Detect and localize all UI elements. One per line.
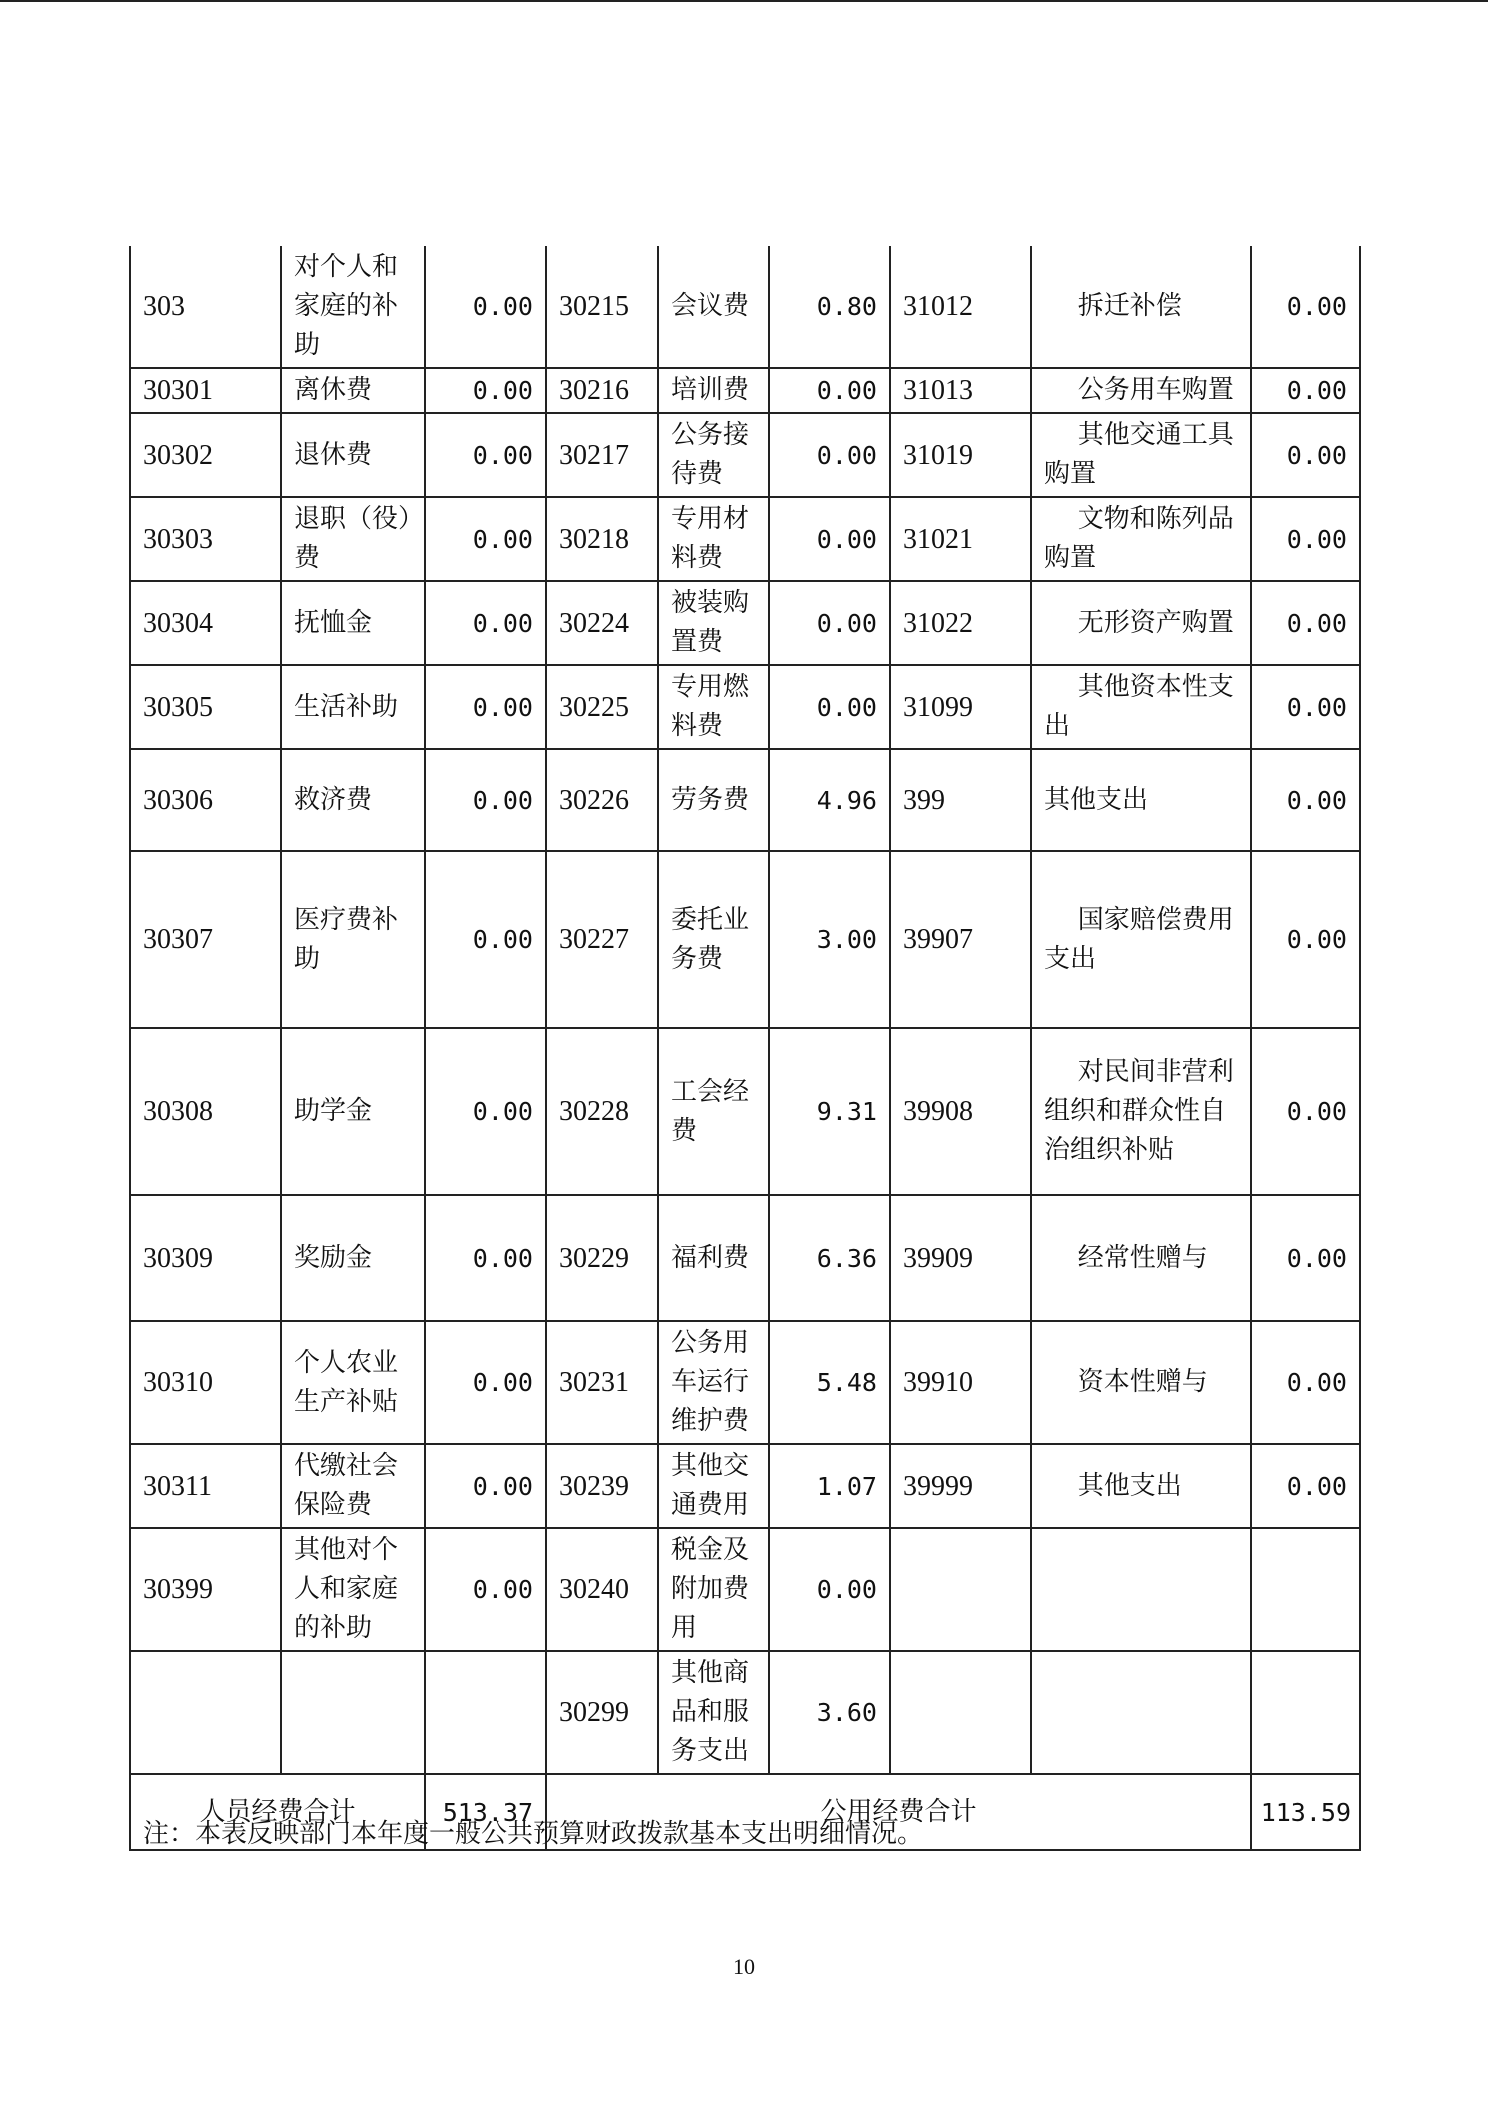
cell-name3: 其他支出: [1031, 749, 1251, 851]
cell-code2: 30228: [546, 1028, 658, 1195]
cell-code1: 30310: [130, 1321, 281, 1444]
table-row: [130, 749, 1360, 851]
cell-name2: 其他交通费用: [658, 1444, 769, 1528]
cell-value2: 0.00: [769, 497, 890, 581]
cell-code2: 30229: [546, 1195, 658, 1321]
cell-name3: 公务用车购置: [1031, 368, 1251, 413]
cell-value3: 0.00: [1251, 749, 1360, 851]
cell-name1: 对个人和家庭的补助: [281, 246, 425, 368]
cell-name1: 救济费: [281, 749, 425, 851]
cell-value2: 3.60: [769, 1651, 890, 1774]
cell-value1: 0.00: [425, 413, 546, 497]
cell-name3: 无形资产购置: [1031, 581, 1251, 665]
cell-value3: [1251, 1528, 1360, 1651]
cell-code1: [130, 1651, 281, 1774]
cell-code3: 399: [890, 749, 1031, 851]
cell-code1: 30399: [130, 1528, 281, 1651]
cell-code3: [890, 1651, 1031, 1774]
cell-code2: 30225: [546, 665, 658, 749]
cell-value1: 0.00: [425, 497, 546, 581]
cell-code2: 30216: [546, 368, 658, 413]
cell-code3: 31021: [890, 497, 1031, 581]
table-row: [130, 1195, 1360, 1321]
cell-code3: 31022: [890, 581, 1031, 665]
cell-code2: 30227: [546, 851, 658, 1028]
cell-name2: 专用材料费: [658, 497, 769, 581]
cell-value3: 0.00: [1251, 1444, 1360, 1528]
cell-name2: 培训费: [658, 368, 769, 413]
cell-code2: 30231: [546, 1321, 658, 1444]
cell-value1: 0.00: [425, 581, 546, 665]
cell-name2: 会议费: [658, 246, 769, 368]
table-row: [130, 1528, 1360, 1651]
cell-value1: 0.00: [425, 1528, 546, 1651]
table-row: [130, 1321, 1360, 1444]
cell-value1: 0.00: [425, 1028, 546, 1195]
personnel-total-label: 人员经费合计: [130, 1774, 425, 1850]
cell-name2: 被装购置费: [658, 581, 769, 665]
cell-value2: 1.07: [769, 1444, 890, 1528]
cell-value2: 0.00: [769, 1528, 890, 1651]
table-row: [130, 1651, 1360, 1774]
cell-value1: 0.00: [425, 1321, 546, 1444]
cell-name2: 委托业务费: [658, 851, 769, 1028]
cell-value3: 0.00: [1251, 1321, 1360, 1444]
cell-code2: 30217: [546, 413, 658, 497]
cell-code3: 39999: [890, 1444, 1031, 1528]
cell-value1: 0.00: [425, 1195, 546, 1321]
cell-value2: 4.96: [769, 749, 890, 851]
cell-name3: 文物和陈列品购置: [1031, 497, 1251, 581]
cell-name1: 助学金: [281, 1028, 425, 1195]
table-row: [130, 581, 1360, 665]
cell-name1: 个人农业生产补贴: [281, 1321, 425, 1444]
cell-value3: 0.00: [1251, 246, 1360, 368]
cell-code2: 30224: [546, 581, 658, 665]
cell-code3: 31099: [890, 665, 1031, 749]
public-total-value: 113.59: [1251, 1774, 1360, 1850]
cell-name2: 工会经费: [658, 1028, 769, 1195]
cell-name3: 经常性赠与: [1031, 1195, 1251, 1321]
table-row: [130, 497, 1360, 581]
cell-code1: 30311: [130, 1444, 281, 1528]
cell-value3: 0.00: [1251, 1028, 1360, 1195]
cell-value2: 6.36: [769, 1195, 890, 1321]
cell-code2: 30218: [546, 497, 658, 581]
cell-name2: 其他商品和服务支出: [658, 1651, 769, 1774]
cell-value3: 0.00: [1251, 581, 1360, 665]
cell-value3: [1251, 1651, 1360, 1774]
cell-name3: [1031, 1651, 1251, 1774]
cell-name3: 其他支出: [1031, 1444, 1251, 1528]
cell-name1: [281, 1651, 425, 1774]
table-row: [130, 368, 1360, 413]
cell-name3: [1031, 1528, 1251, 1651]
cell-name3: 拆迁补偿: [1031, 246, 1251, 368]
cell-code3: 39909: [890, 1195, 1031, 1321]
table-row: [130, 1444, 1360, 1528]
cell-name3: 对民间非营利组织和群众性自治组织补贴: [1031, 1028, 1251, 1195]
cell-name1: 医疗费补助: [281, 851, 425, 1028]
cell-code1: 30308: [130, 1028, 281, 1195]
cell-code1: 30305: [130, 665, 281, 749]
cell-name1: 代缴社会保险费: [281, 1444, 425, 1528]
cell-name2: 福利费: [658, 1195, 769, 1321]
cell-code3: 39908: [890, 1028, 1031, 1195]
cell-name3: 国家赔偿费用支出: [1031, 851, 1251, 1028]
cell-value1: 0.00: [425, 665, 546, 749]
cell-value3: 0.00: [1251, 413, 1360, 497]
cell-code3: 39910: [890, 1321, 1031, 1444]
cell-name1: 奖励金: [281, 1195, 425, 1321]
cell-code2: 30239: [546, 1444, 658, 1528]
cell-value2: 0.00: [769, 413, 890, 497]
cell-code3: 39907: [890, 851, 1031, 1028]
cell-code3: 31019: [890, 413, 1031, 497]
cell-name2: 劳务费: [658, 749, 769, 851]
cell-name2: 专用燃料费: [658, 665, 769, 749]
cell-code2: 30299: [546, 1651, 658, 1774]
cell-value3: 0.00: [1251, 851, 1360, 1028]
page-top-border: [0, 0, 1488, 2]
table-footnote: 注：本表反映部门本年度一般公共预算财政拨款基本支出明细情况。: [143, 1819, 924, 1849]
cell-name1: 离休费: [281, 368, 425, 413]
table-body: [130, 246, 1360, 1774]
cell-code2: 30240: [546, 1528, 658, 1651]
cell-name2: 税金及附加费用: [658, 1528, 769, 1651]
cell-code1: 30302: [130, 413, 281, 497]
cell-code3: [890, 1528, 1031, 1651]
table-row: [130, 246, 1360, 368]
cell-value1: 0.00: [425, 246, 546, 368]
table-row: [130, 413, 1360, 497]
cell-value2: 3.00: [769, 851, 890, 1028]
cell-name1: 退休费: [281, 413, 425, 497]
cell-code2: 30215: [546, 246, 658, 368]
cell-value3: 0.00: [1251, 368, 1360, 413]
cell-code1: 303: [130, 246, 281, 368]
cell-value3: 0.00: [1251, 665, 1360, 749]
cell-value1: 0.00: [425, 749, 546, 851]
cell-name3: 其他交通工具购置: [1031, 413, 1251, 497]
public-total-label: 公用经费合计: [546, 1774, 1251, 1850]
expenditure-detail-table: [129, 246, 1361, 1851]
table-row: [130, 665, 1360, 749]
cell-name1: 生活补助: [281, 665, 425, 749]
cell-code1: 30307: [130, 851, 281, 1028]
cell-value3: 0.00: [1251, 1195, 1360, 1321]
cell-code1: 30304: [130, 581, 281, 665]
cell-value2: 5.48: [769, 1321, 890, 1444]
table-row: [130, 851, 1360, 1028]
cell-value1: 0.00: [425, 368, 546, 413]
cell-code1: 30303: [130, 497, 281, 581]
cell-code3: 31013: [890, 368, 1031, 413]
cell-value1: 0.00: [425, 1444, 546, 1528]
cell-name1: 其他对个人和家庭的补助: [281, 1528, 425, 1651]
cell-name3: 其他资本性支出: [1031, 665, 1251, 749]
cell-name2: 公务接待费: [658, 413, 769, 497]
cell-code1: 30306: [130, 749, 281, 851]
cell-name1: 退职（役）费: [281, 497, 425, 581]
cell-code1: 30301: [130, 368, 281, 413]
cell-value1: 0.00: [425, 851, 546, 1028]
page-number: 10: [733, 1954, 755, 1979]
cell-value2: 0.00: [769, 581, 890, 665]
cell-value2: 0.80: [769, 246, 890, 368]
cell-value3: 0.00: [1251, 497, 1360, 581]
personnel-total-value: 513.37: [425, 1774, 546, 1850]
cell-value2: 9.31: [769, 1028, 890, 1195]
cell-value1: [425, 1651, 546, 1774]
cell-code2: 30226: [546, 749, 658, 851]
table-row: [130, 1028, 1360, 1195]
cell-code1: 30309: [130, 1195, 281, 1321]
cell-name2: 公务用车运行维护费: [658, 1321, 769, 1444]
cell-code3: 31012: [890, 246, 1031, 368]
cell-name1: 抚恤金: [281, 581, 425, 665]
cell-value2: 0.00: [769, 665, 890, 749]
cell-name3: 资本性赠与: [1031, 1321, 1251, 1444]
cell-value2: 0.00: [769, 368, 890, 413]
